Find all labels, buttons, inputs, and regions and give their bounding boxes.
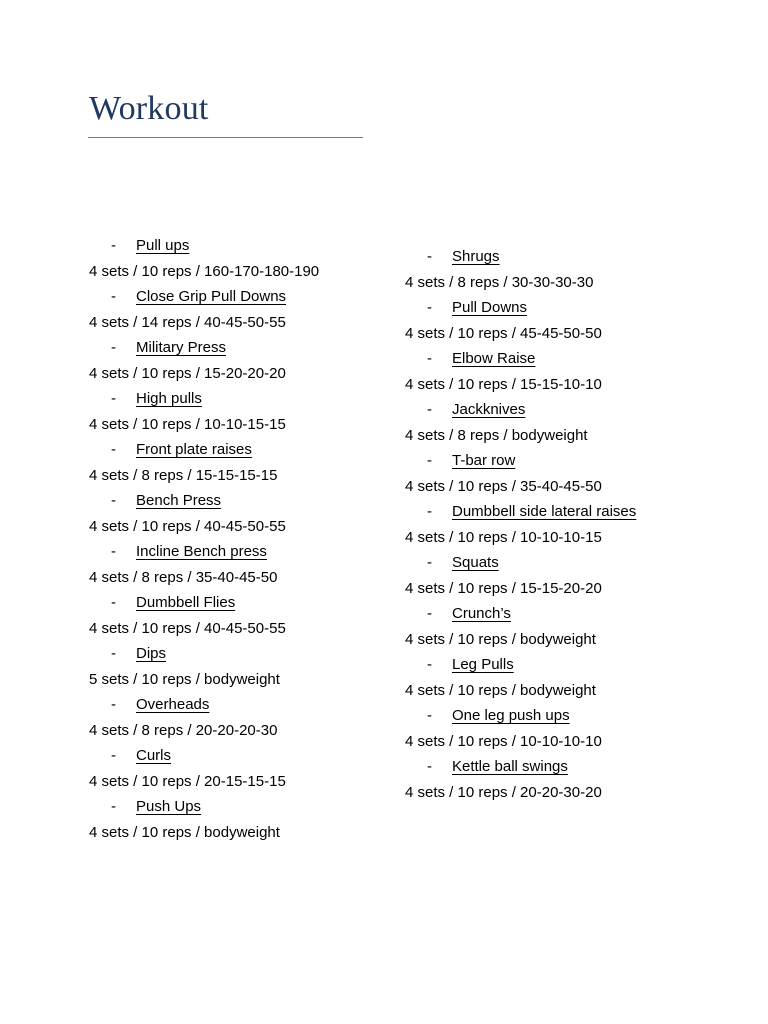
exercise-name-line xyxy=(427,652,514,677)
exercise-name: Kettle ball swings xyxy=(452,758,568,775)
exercise-detail: 4 sets / 8 reps / bodyweight xyxy=(405,427,588,444)
exercise-name-line xyxy=(111,590,235,615)
exercise-detail: 4 sets / 10 reps / 15-15-10-10 xyxy=(405,376,602,393)
bullet-dash: - xyxy=(111,543,116,560)
exercise-name-line xyxy=(111,794,201,819)
bullet-dash: - xyxy=(111,747,116,764)
exercise-name-line xyxy=(111,437,252,462)
exercise-name: Military Press xyxy=(136,339,227,356)
exercise-detail: 4 sets / 10 reps / bodyweight xyxy=(89,824,280,841)
exercise-name: Squats xyxy=(452,554,499,571)
exercise-detail: 4 sets / 10 reps / 15-15-20-20 xyxy=(405,580,602,597)
exercise-detail: 4 sets / 10 reps / 160-170-180-190 xyxy=(89,263,320,280)
exercise-detail: 4 sets / 8 reps / 20-20-20-30 xyxy=(89,722,278,739)
exercise-name: Dips xyxy=(136,645,167,662)
bullet-dash: - xyxy=(111,339,116,356)
exercise-name-line xyxy=(111,539,267,564)
exercise-name: Elbow Raise xyxy=(452,350,536,367)
exercise-detail: 4 sets / 10 reps / 10-10-10-10 xyxy=(405,733,602,750)
bullet-dash: - xyxy=(111,390,116,407)
exercise-name: One leg push ups xyxy=(452,707,570,724)
exercise-name-line xyxy=(427,550,499,575)
exercise-name: High pulls xyxy=(136,390,202,407)
exercise-detail: 4 sets / 8 reps / 35-40-45-50 xyxy=(89,569,278,586)
exercise-name: Pull Downs xyxy=(452,299,528,316)
exercise-name: Crunch’s xyxy=(452,605,511,622)
exercise-name: Overheads xyxy=(136,696,210,713)
exercise-name-line xyxy=(111,284,286,309)
exercise-detail: 4 sets / 14 reps / 40-45-50-55 xyxy=(89,314,286,331)
exercise-name-line xyxy=(111,386,202,411)
exercise-name-line xyxy=(427,754,568,779)
page-title: Workout xyxy=(89,90,209,127)
exercise-detail: 4 sets / 10 reps / 20-15-15-15 xyxy=(89,773,286,790)
title-underline xyxy=(88,137,363,138)
exercise-detail: 4 sets / 10 reps / bodyweight xyxy=(405,682,596,699)
exercise-name: Curls xyxy=(136,747,172,764)
exercise-name-line xyxy=(111,488,221,513)
exercise-name-line xyxy=(427,397,525,422)
exercise-name-line xyxy=(111,335,226,360)
exercise-detail: 4 sets / 10 reps / 15-20-20-20 xyxy=(89,365,286,382)
exercise-name-line xyxy=(427,244,500,269)
exercise-detail: 4 sets / 10 reps / 40-45-50-55 xyxy=(89,620,286,637)
exercise-name-line xyxy=(427,295,527,320)
bullet-dash: - xyxy=(427,503,432,520)
bullet-dash: - xyxy=(111,645,116,662)
exercise-detail: 4 sets / 10 reps / 40-45-50-55 xyxy=(89,518,286,535)
bullet-dash: - xyxy=(111,594,116,611)
bullet-dash: - xyxy=(111,696,116,713)
exercise-name-line xyxy=(427,703,570,728)
bullet-dash: - xyxy=(427,656,432,673)
exercise-name-line xyxy=(111,641,166,666)
bullet-dash: - xyxy=(111,237,116,254)
exercise-detail: 4 sets / 10 reps / 20-20-30-20 xyxy=(405,784,602,801)
bullet-dash: - xyxy=(427,350,432,367)
exercise-name: Dumbbell Flies xyxy=(136,594,236,611)
exercise-name: Pull ups xyxy=(136,237,190,254)
bullet-dash: - xyxy=(111,798,116,815)
bullet-dash: - xyxy=(427,299,432,316)
exercise-name-line xyxy=(427,346,535,371)
exercise-name: Incline Bench press xyxy=(136,543,267,560)
exercise-name-line xyxy=(427,601,511,626)
exercise-name-line xyxy=(111,233,189,258)
exercise-name: Jackknives xyxy=(452,401,526,418)
bullet-dash: - xyxy=(111,288,116,305)
exercise-name-line xyxy=(427,499,636,524)
bullet-dash: - xyxy=(111,492,116,509)
bullet-dash: - xyxy=(427,554,432,571)
exercise-detail: 4 sets / 8 reps / 30-30-30-30 xyxy=(405,274,594,291)
exercise-name: Shrugs xyxy=(452,248,500,265)
exercise-name: Leg Pulls xyxy=(452,656,514,673)
exercise-detail: 4 sets / 8 reps / 15-15-15-15 xyxy=(89,467,278,484)
exercise-detail: 4 sets / 10 reps / 35-40-45-50 xyxy=(405,478,602,495)
exercise-detail: 4 sets / 10 reps / 10-10-10-15 xyxy=(405,529,602,546)
exercise-name: T-bar row xyxy=(452,452,516,469)
exercise-name: Close Grip Pull Downs xyxy=(136,288,287,305)
bullet-dash: - xyxy=(427,401,432,418)
exercise-detail: 4 sets / 10 reps / bodyweight xyxy=(405,631,596,648)
exercise-name-line xyxy=(111,692,209,717)
exercise-name: Front plate raises xyxy=(136,441,252,458)
exercise-name: Push Ups xyxy=(136,798,202,815)
bullet-dash: - xyxy=(427,707,432,724)
bullet-dash: - xyxy=(111,441,116,458)
exercise-name-line xyxy=(427,448,515,473)
exercise-detail: 5 sets / 10 reps / bodyweight xyxy=(89,671,280,688)
exercise-name: Dumbbell side lateral raises xyxy=(452,503,637,520)
bullet-dash: - xyxy=(427,605,432,622)
exercise-detail: 4 sets / 10 reps / 10-10-15-15 xyxy=(89,416,286,433)
bullet-dash: - xyxy=(427,248,432,265)
bullet-dash: - xyxy=(427,758,432,775)
bullet-dash: - xyxy=(427,452,432,469)
exercise-name-line xyxy=(111,743,171,768)
exercise-detail: 4 sets / 10 reps / 45-45-50-50 xyxy=(405,325,602,342)
exercise-name: Bench Press xyxy=(136,492,222,509)
